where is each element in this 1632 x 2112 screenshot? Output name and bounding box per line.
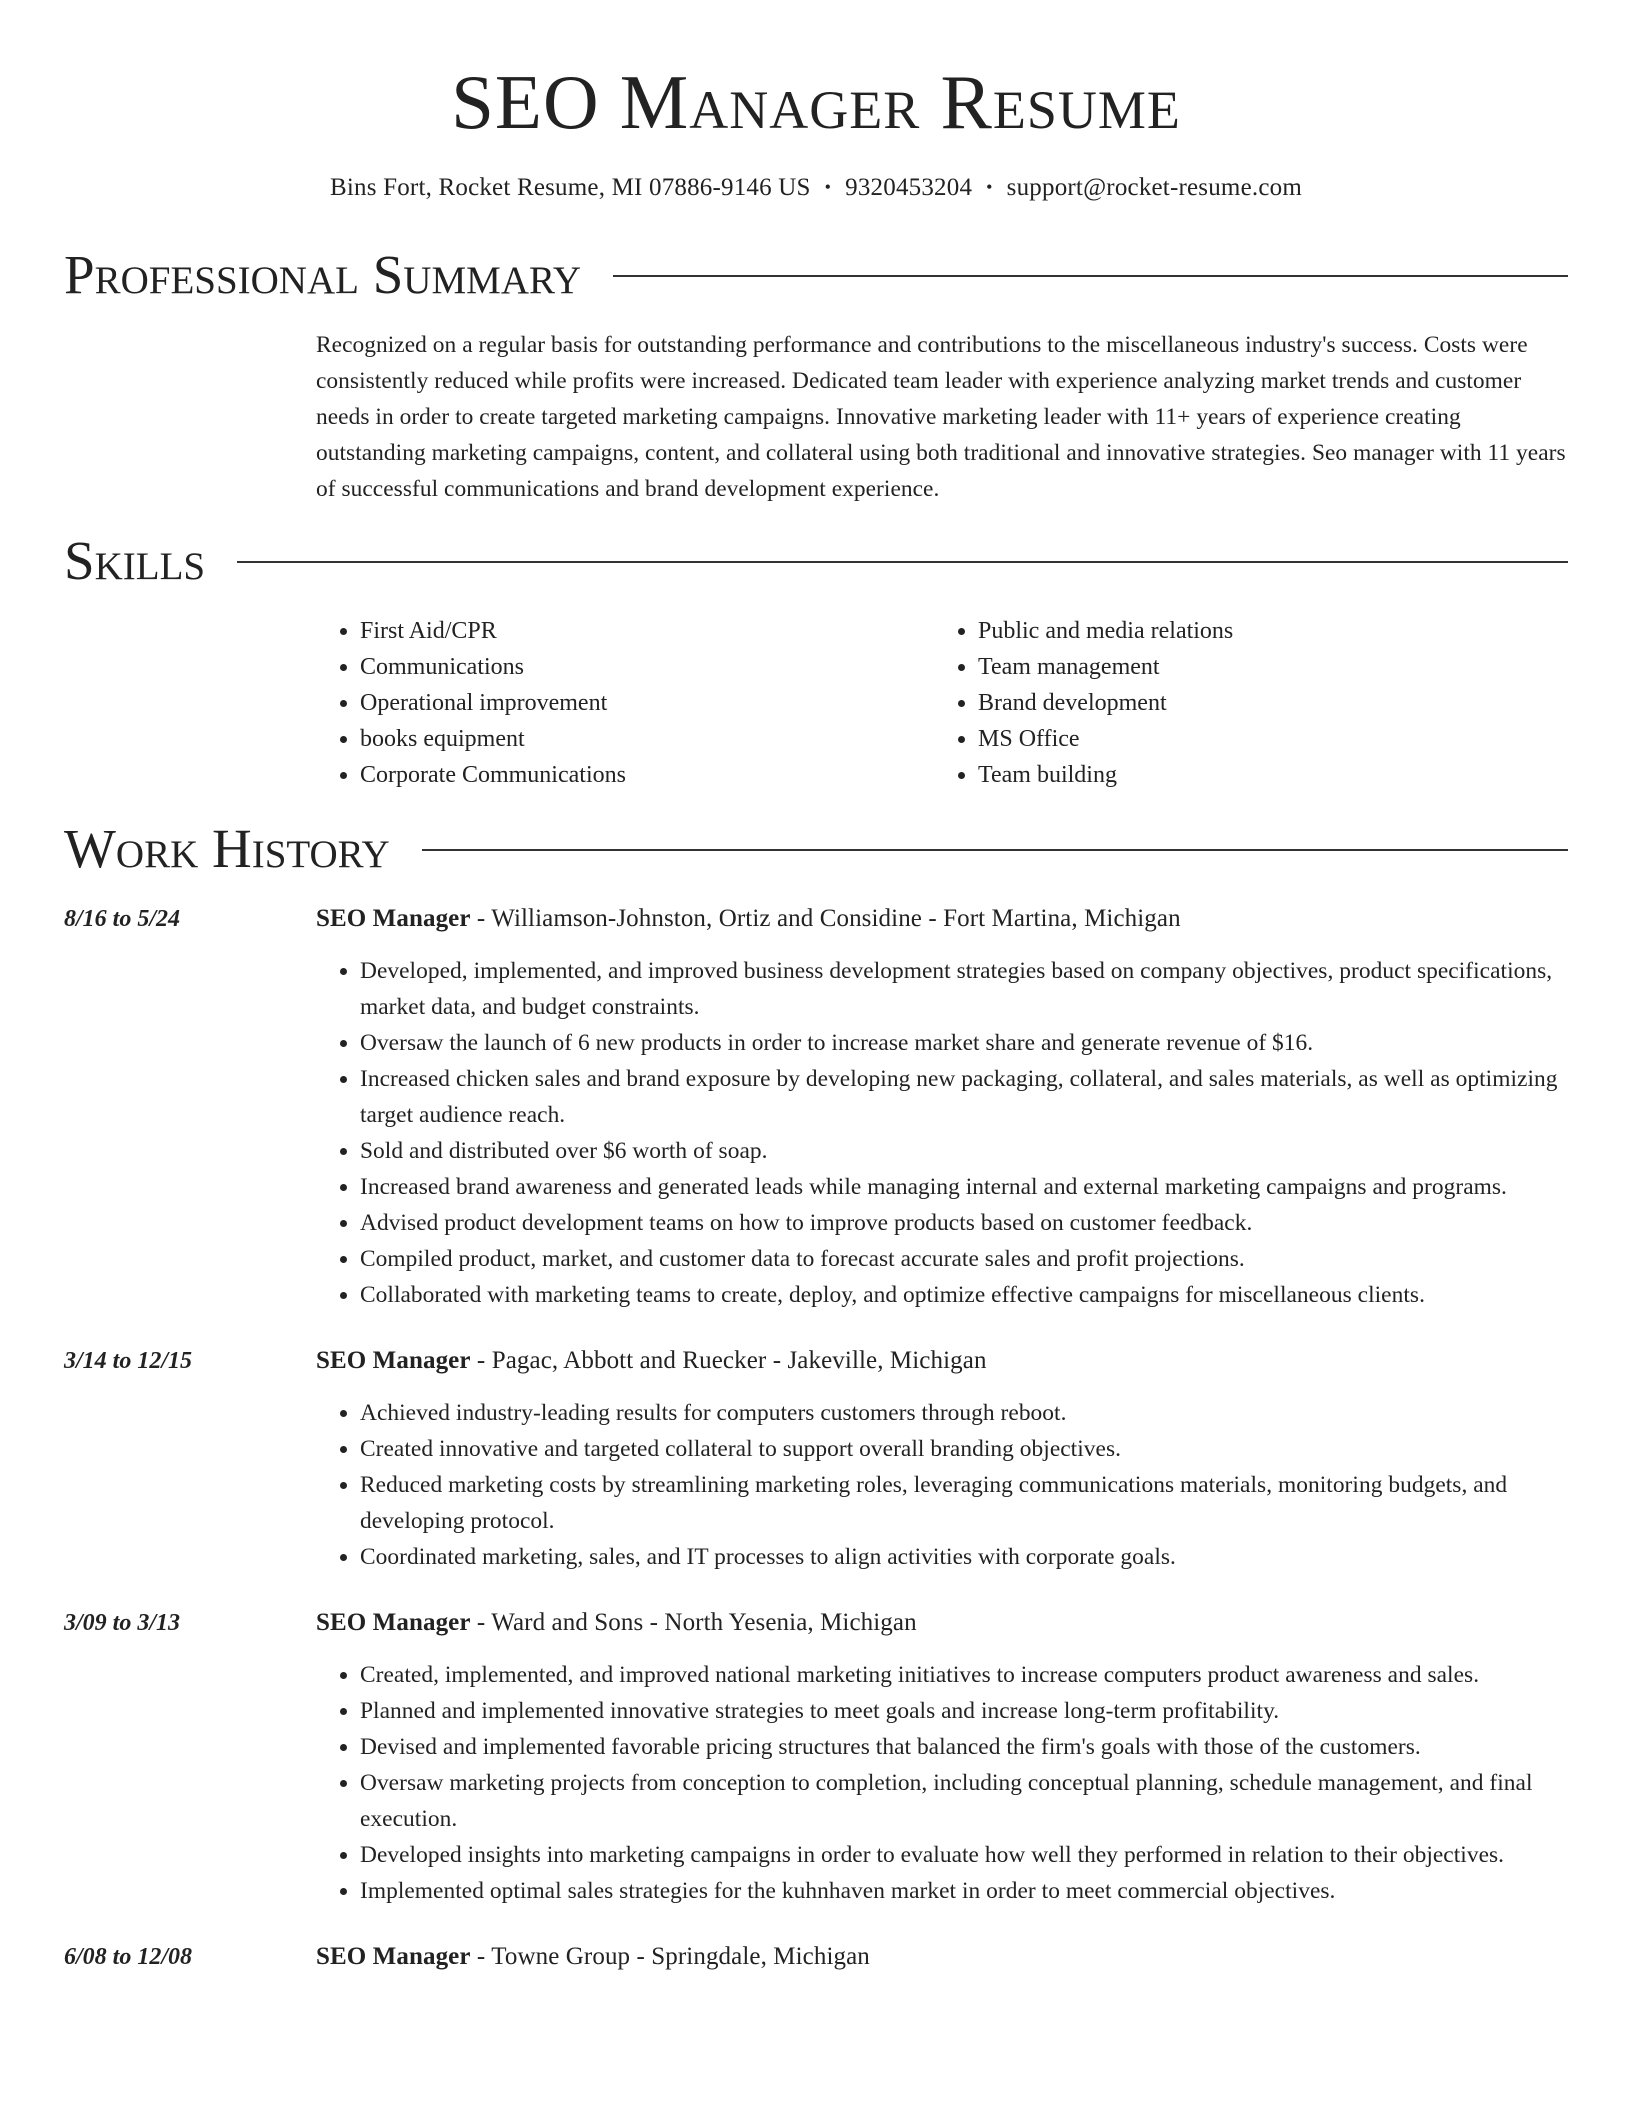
job-body: [316, 1605, 1568, 1909]
job-dates: 3/14 to 12/15: [64, 1348, 193, 1374]
job-entry: [64, 1343, 1568, 1575]
job-title-line: [316, 901, 1568, 937]
contact-line: [64, 172, 1568, 203]
skills-section-header: [64, 531, 1568, 591]
job-employer: - Williamson-Johnston, Ortiz and Considine - Fort Martina, Michigan: [470, 905, 1181, 932]
skill-item: • Brand development: [978, 685, 1233, 721]
job-entry: [64, 1605, 1568, 1909]
work-heading: Work History: [64, 818, 390, 879]
job-bullet: • Reduced marketing costs by streamlining marketing roles, leveraging communications materials, monitoring budgets, and developing protocol.: [360, 1467, 1568, 1539]
skill-item: • Team management: [978, 649, 1233, 685]
job-body: [316, 1343, 1568, 1575]
job-bullet: • Developed insights into marketing campaigns in order to evaluate how well they performed in relation to their objectives.: [360, 1837, 1568, 1873]
job-bullet: • Developed, implemented, and improved business development strategies based on company objectives, product specifications, market data, and budget constraints.: [360, 953, 1568, 1025]
job-bullet: • Collaborated with marketing teams to create, deploy, and optimize effective campaigns for miscellaneous clients.: [360, 1277, 1568, 1313]
job-bullet: • Implemented optimal sales strategies for the kuhnhaven market in order to meet commercial objectives.: [360, 1873, 1568, 1909]
skill-item: • Communications: [360, 649, 934, 685]
contact-email: support@rocket-resume.com: [1006, 174, 1302, 201]
skills-column-right: [934, 613, 1233, 793]
skill-item: • Public and media relations: [978, 613, 1233, 649]
job-bullet: • Planned and implemented innovative strategies to meet goals and increase long-term profitability.: [360, 1693, 1568, 1729]
job-employer: - Towne Group - Springdale, Michigan: [470, 1943, 870, 1970]
job-title-line: [316, 1939, 1568, 1975]
job-body: [316, 901, 1568, 1313]
job-body: [316, 1939, 1568, 1975]
job-dates: 3/09 to 3/13: [64, 1610, 181, 1636]
job-bullets: [316, 1395, 1568, 1575]
job-role: SEO Manager: [316, 1609, 471, 1636]
resume-title: SEO Manager Resume: [451, 59, 1181, 145]
summary-heading: Professional Summary: [64, 244, 582, 305]
job-entry: [64, 1939, 1568, 1975]
job-bullet: • Achieved industry-leading results for computers customers through reboot.: [360, 1395, 1568, 1431]
job-bullet: • Sold and distributed over $6 worth of soap.: [360, 1133, 1568, 1169]
job-bullet: • Advised product development teams on how to improve products based on customer feedback.: [360, 1205, 1568, 1241]
skill-item: • Operational improvement: [360, 685, 934, 721]
skill-item: • Corporate Communications: [360, 757, 934, 793]
skill-item: • books equipment: [360, 721, 934, 757]
job-role: SEO Manager: [316, 1347, 471, 1374]
job-role: SEO Manager: [316, 1943, 471, 1970]
skill-item: • First Aid/CPR: [360, 613, 934, 649]
section-divider: [422, 849, 1568, 851]
contact-address: Bins Fort, Rocket Resume, MI 07886-9146 US: [330, 174, 811, 201]
summary-section-header: [64, 245, 1568, 305]
work-section-header: [64, 819, 1568, 879]
skill-item: • Team building: [978, 757, 1233, 793]
contact-separator: •: [986, 177, 993, 197]
job-role: SEO Manager: [316, 905, 471, 932]
job-bullet: • Created, implemented, and improved national marketing initiatives to increase computers product awareness and sales.: [360, 1657, 1568, 1693]
job-bullet: • Oversaw the launch of 6 new products in order to increase market share and generate revenue of $16.: [360, 1025, 1568, 1061]
job-bullet: • Increased chicken sales and brand exposure by developing new packaging, collateral, and sales materials, as well as optimizing target audience reach.: [360, 1061, 1568, 1133]
contact-phone: 9320453204: [845, 174, 973, 201]
job-bullets: [316, 953, 1568, 1313]
job-title-line: [316, 1343, 1568, 1379]
skill-item: • MS Office: [978, 721, 1233, 757]
section-divider: [613, 275, 1568, 277]
job-bullet: • Created innovative and targeted collateral to support overall branding objectives.: [360, 1431, 1568, 1467]
job-dates: 6/08 to 12/08: [64, 1944, 193, 1970]
summary-text: Recognized on a regular basis for outstanding performance and contributions to the miscellaneous industry's success. Costs were consistently reduced while profits were increased. Dedicated team leader with experience analyzing market trends and customer needs in order to create targeted marketing campaigns. Innovative marketing leader with 11+ years of experience creating outstanding marketing campaigns, content, and collateral using both traditional and innovative strategies. Seo manager with 11 years of successful communications and brand development experience.: [316, 332, 1566, 502]
job-bullet: • Coordinated marketing, sales, and IT processes to align activities with corporate goals.: [360, 1539, 1568, 1575]
skills-heading: Skills: [64, 530, 206, 591]
job-bullet: • Compiled product, market, and customer data to forecast accurate sales and profit projections.: [360, 1241, 1568, 1277]
job-employer: - Ward and Sons - North Yesenia, Michigan: [470, 1609, 917, 1636]
skills-list: [316, 613, 1568, 793]
resume-page: [64, 0, 1568, 1975]
job-dates: 8/16 to 5/24: [64, 906, 181, 932]
job-bullets: [316, 1657, 1568, 1909]
job-title-line: [316, 1605, 1568, 1641]
skills-column-left: [316, 613, 934, 793]
section-divider: [237, 561, 1568, 563]
contact-separator: •: [824, 177, 832, 197]
job-bullet: • Increased brand awareness and generated leads while managing internal and external marketing campaigns and programs.: [360, 1169, 1568, 1205]
job-bullet: • Devised and implemented favorable pricing structures that balanced the firm's goals with those of the customers.: [360, 1729, 1568, 1765]
job-entry: [64, 901, 1568, 1313]
job-employer: - Pagac, Abbott and Ruecker - Jakeville, Michigan: [470, 1347, 987, 1374]
job-bullet: • Oversaw marketing projects from conception to completion, including conceptual planning, schedule management, and final execution.: [360, 1765, 1568, 1837]
